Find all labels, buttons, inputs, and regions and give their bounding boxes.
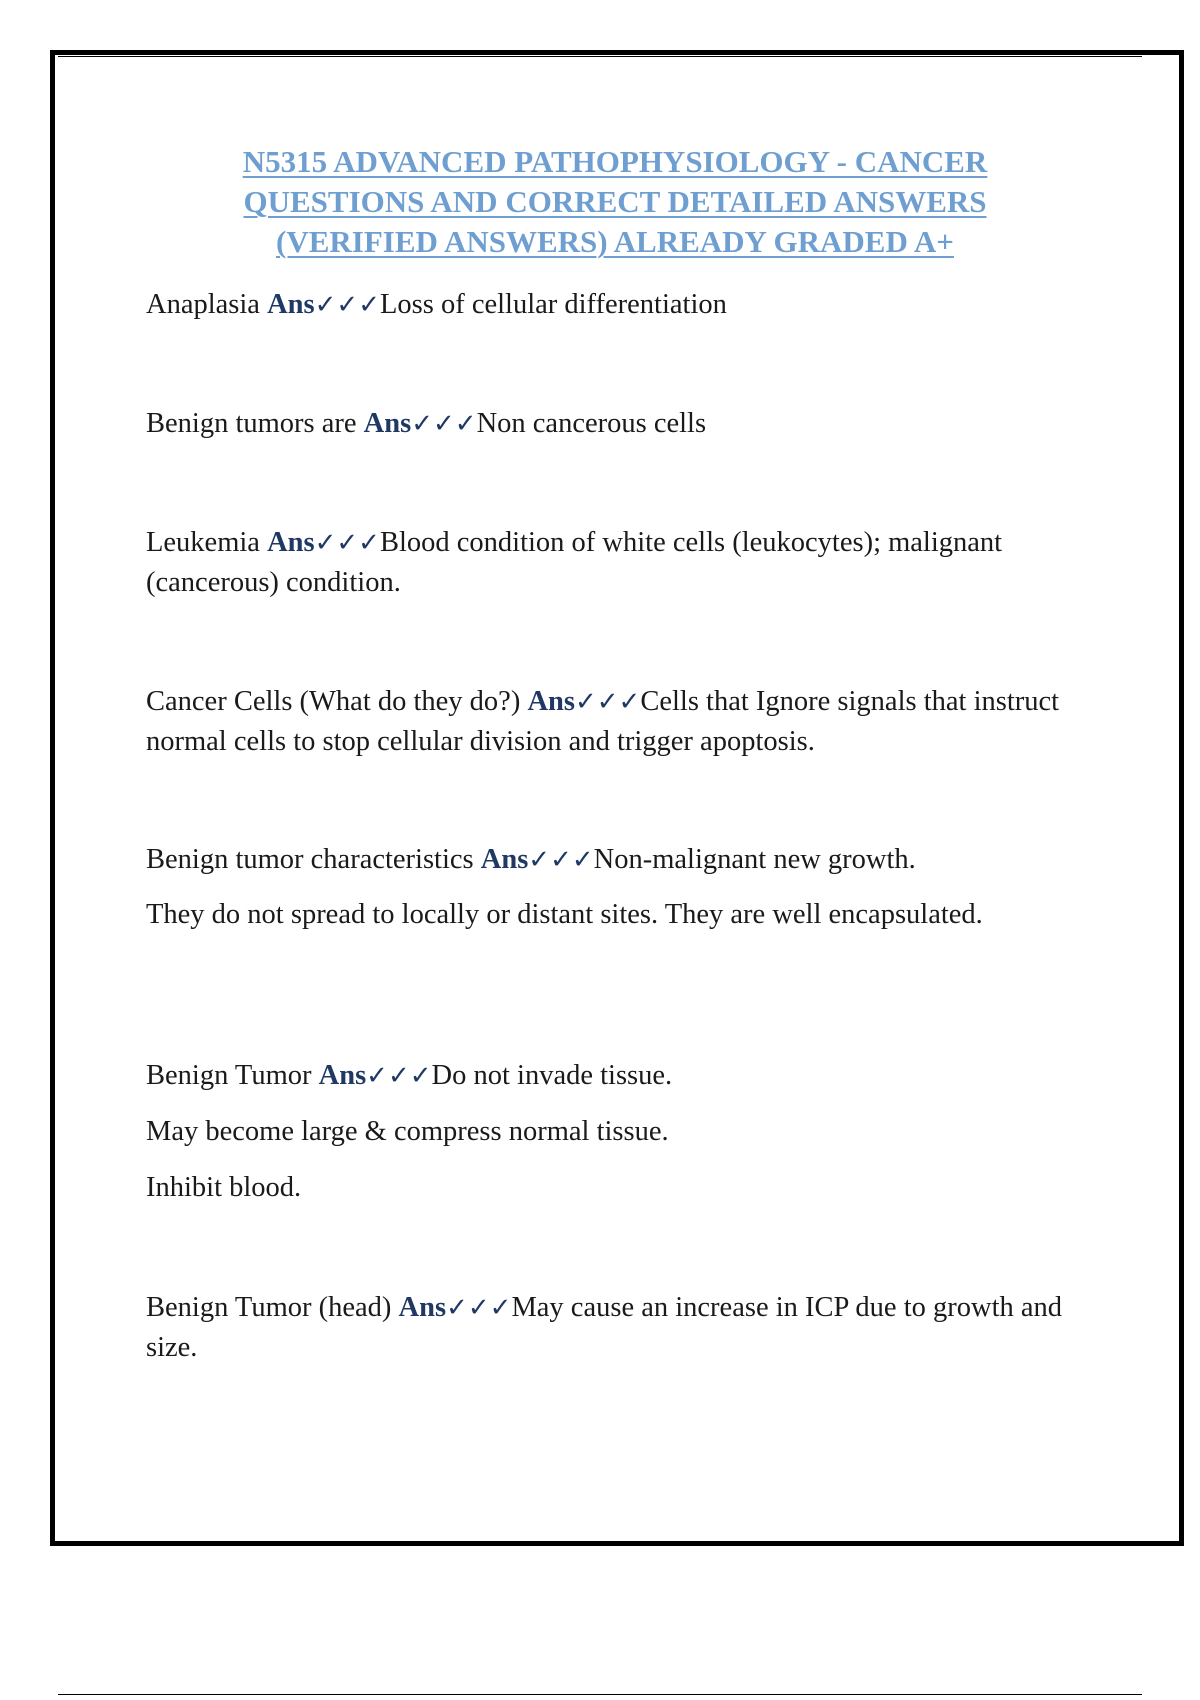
term: Benign tumors are [146, 408, 357, 439]
ans-label: Ans [267, 527, 315, 558]
checkmark-icon: ✓✓✓ [411, 409, 477, 439]
ans-label: Ans [398, 1292, 447, 1323]
answer: Non cancerous cells [476, 408, 707, 439]
qa-entry-benign-tumor [146, 1056, 1096, 1208]
term: Cancer Cells (What do they do?) [146, 686, 521, 717]
term: Anaplasia [146, 289, 260, 320]
qa-entry-anaplasia [146, 285, 1096, 325]
answer-continuation: Inhibit blood. [146, 1172, 302, 1203]
ans-label: Ans [363, 408, 412, 439]
answer: Cells that Ignore signals that instruct normal cells to stop cellular division and trigger apoptosis. [146, 686, 1060, 757]
ans-label: Ans [318, 1060, 367, 1091]
title-line-3: (VERIFIED ANSWERS) ALREADY GRADED A+ [276, 224, 954, 259]
checkmark-icon: ✓✓✓ [574, 687, 641, 717]
term: Leukemia [146, 527, 260, 558]
qa-line [146, 840, 1096, 880]
ans-label: Ans [527, 686, 575, 717]
answer-continuation: May become large & compress normal tissue. [146, 1116, 669, 1147]
title-line-1: N5315 ADVANCED PATHOPHYSIOLOGY - CANCER [242, 144, 988, 179]
document-title [150, 142, 1080, 262]
checkmark-icon: ✓✓✓ [366, 1061, 432, 1091]
answer: Blood condition of white cells (leukocytes); malignant (cancerous) condition. [146, 527, 1003, 598]
title-line-2: QUESTIONS AND CORRECT DETAILED ANSWERS [243, 184, 987, 219]
checkmark-icon: ✓✓✓ [314, 528, 380, 558]
qa-line [146, 1056, 1096, 1096]
term: Benign Tumor [146, 1060, 312, 1091]
term: Benign tumor characteristics [146, 844, 474, 875]
qa-line [146, 523, 1096, 603]
qa-line [146, 285, 1096, 325]
qa-line [146, 682, 1096, 762]
answer-continuation: They do not spread to locally or distant sites. They are well encapsulated. [146, 899, 983, 930]
checkmark-icon: ✓✓✓ [446, 1293, 512, 1323]
answer: Non-malignant new growth. [593, 844, 916, 875]
qa-entry-benign-tumor-head [146, 1288, 1096, 1368]
term: Benign Tumor (head) [146, 1292, 392, 1323]
qa-entry-benign-tumor-characteristics [146, 840, 1096, 934]
checkmark-icon: ✓✓✓ [528, 845, 594, 875]
qa-entry-leukemia [146, 523, 1096, 603]
ans-label: Ans [267, 289, 315, 320]
header-rule [58, 56, 1142, 57]
checkmark-icon: ✓✓✓ [314, 290, 380, 320]
qa-entry-benign-tumors-are [146, 404, 1096, 444]
qa-entry-cancer-cells [146, 682, 1096, 762]
answer: Loss of cellular differentiation [379, 289, 727, 320]
qa-line [146, 1288, 1096, 1368]
footer-rule [58, 1694, 1142, 1695]
answer: May cause an increase in ICP due to growth and size. [146, 1292, 1063, 1363]
ans-label: Ans [480, 844, 529, 875]
qa-line [146, 404, 1096, 444]
answer: Do not invade tissue. [431, 1060, 673, 1091]
